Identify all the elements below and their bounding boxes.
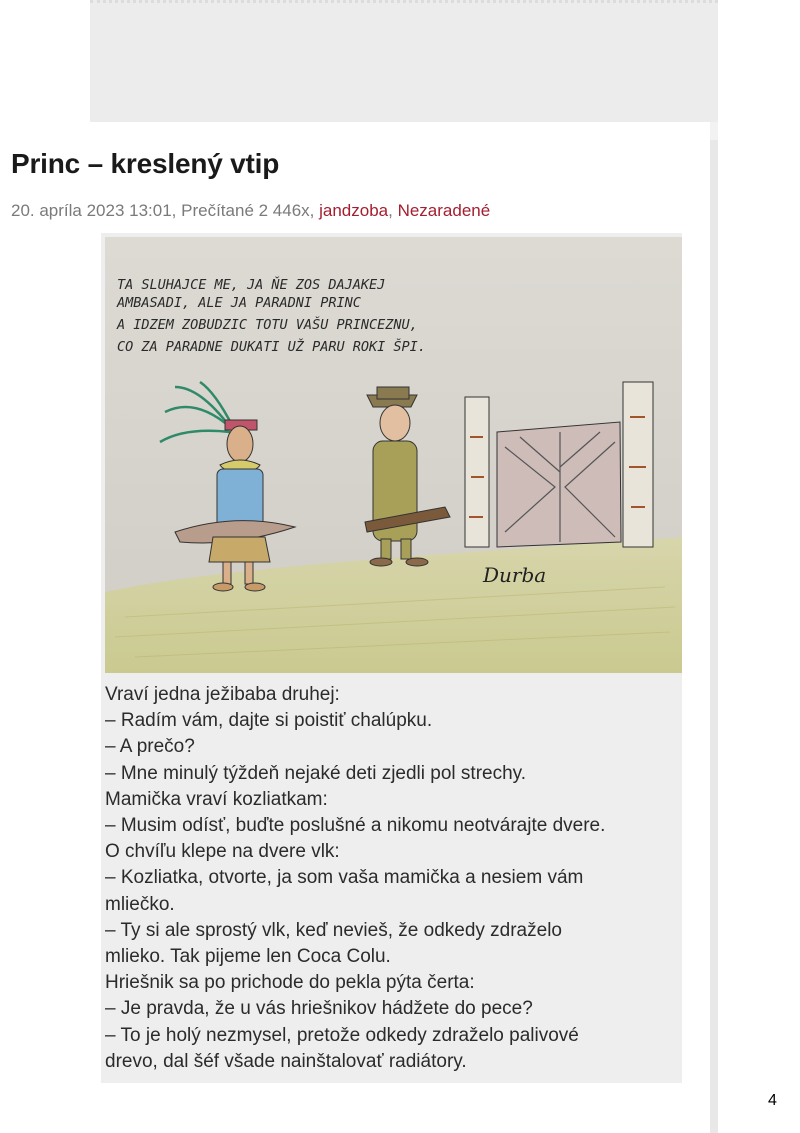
body-line: mlieko. Tak pijeme len Coca Colu. (105, 946, 391, 968)
body-line: Mamička vraví kozliatkam: (105, 788, 328, 810)
cartoon-image (105, 237, 682, 673)
meta-separator: , (388, 201, 398, 220)
caption-line: CO ZA PARADNE DUKATI UŽ PARU ROKI ŠPI. (117, 339, 426, 355)
header-placeholder (90, 0, 718, 122)
page-number: 4 (768, 1092, 777, 1109)
artist-signature: Durba (483, 563, 547, 587)
body-line: – Kozliatka, otvorte, ja som vaša mamička a nesiem vám (105, 867, 584, 889)
body-line: – Radím vám, dajte si poistiť chalúpku. (105, 710, 433, 732)
body-line: – A prečo? (105, 736, 195, 758)
category-link[interactable]: Nezaradené (397, 201, 491, 220)
body-line: – Je pravda, že u vás hriešnikov hádžete do pece? (105, 998, 533, 1020)
caption-line: AMBASADI, ALE JA PARADNI PRINC (117, 295, 361, 311)
body-line: Hriešnik sa po prichode do pekla pýta čerta: (105, 972, 475, 994)
article-date-views: 20. apríla 2023 13:01, Prečítané 2 446x, (11, 201, 320, 220)
body-line: – Musim odísť, buďte poslušné a nikomu neotvárajte dvere. (105, 815, 606, 837)
body-line: O chvíľu klepe na dvere vlk: (105, 841, 340, 863)
author-link[interactable]: jandzoba (319, 201, 389, 220)
body-line: – Ty si ale sprostý vlk, keď nevieš, že odkedy zdraželo (105, 919, 562, 941)
caption-line: A IDZEM ZOBUDZIC TOTU VAŠU PRINCEZNU, (117, 317, 418, 333)
body-line: drevo, dal šéf všade nainštalovať radiátory. (105, 1050, 467, 1072)
article-body (105, 682, 695, 1075)
body-line: Vraví jedna ježibaba druhej: (105, 684, 340, 705)
caption-line: TA SLUHAJCE ME, JA ŇE ZOS DAJAKEJ (117, 277, 386, 293)
body-line: mliečko. (105, 893, 175, 915)
article-meta (11, 201, 490, 221)
body-line: – To je holý nezmysel, pretože odkedy zdraželo palivové (105, 1024, 579, 1046)
article-title: Princ – kreslený vtip (11, 148, 280, 179)
sidebar-strip (710, 140, 718, 1133)
body-line: – Mne minulý týždeň nejaké deti zjedli pol strechy. (105, 762, 527, 784)
